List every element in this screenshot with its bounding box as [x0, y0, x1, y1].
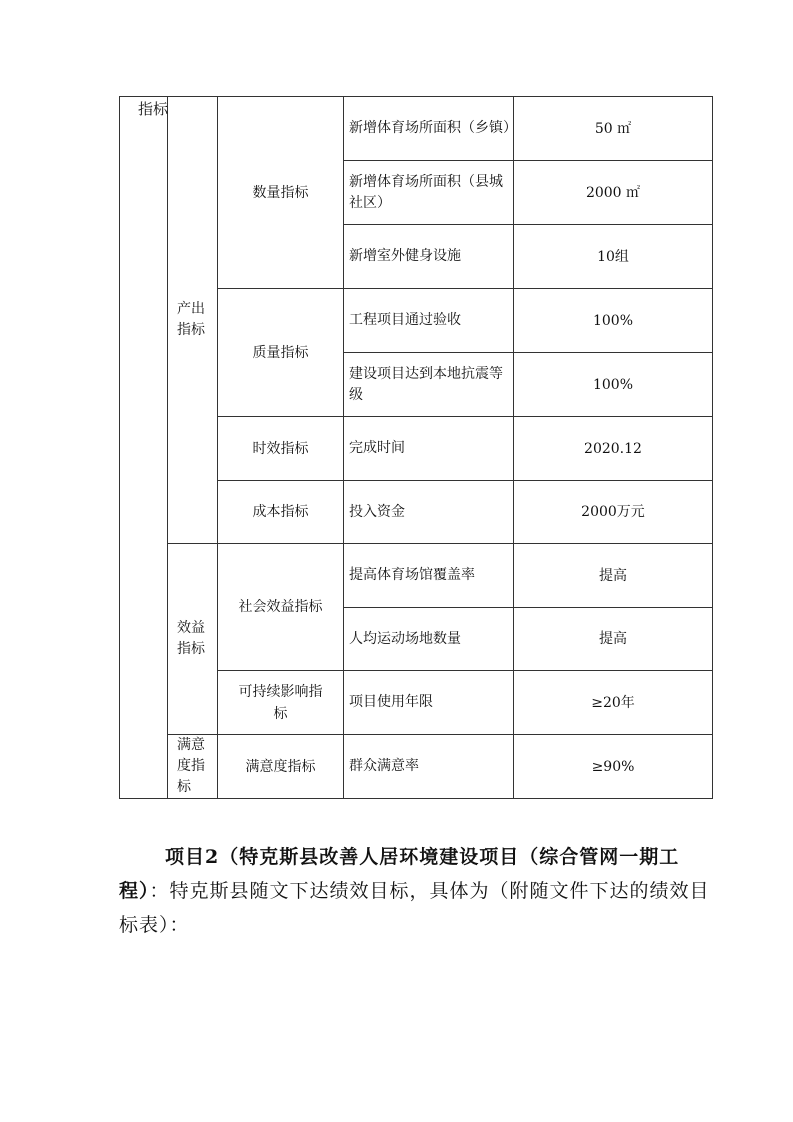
value-cell — [514, 289, 713, 353]
value-cell — [514, 161, 713, 225]
value-cell — [514, 97, 713, 161]
quality-label: 质量指标 — [252, 344, 309, 361]
value-cell — [514, 225, 713, 289]
benefit-cell — [168, 544, 218, 735]
indicator-text: 完成时间 — [349, 440, 405, 456]
value-cell — [514, 544, 713, 608]
indicator-cell — [344, 225, 514, 289]
benefit-label: 效益指标 — [177, 620, 205, 657]
project-title: 项目2（特克斯县改善人居环境建设项目（综合管网一期工程） — [119, 846, 680, 902]
level1-cell — [120, 97, 168, 799]
value-text: 2000万元 — [581, 504, 645, 520]
indicator-text: 项目使用年限 — [349, 694, 433, 710]
value-text: 提高 — [599, 631, 627, 647]
indicator-cell — [344, 353, 514, 417]
satisfaction-sub-label: 满意度指标 — [245, 758, 316, 775]
body-paragraph — [119, 840, 713, 942]
satisfaction-sub-cell — [218, 735, 344, 799]
indicator-cell — [344, 417, 514, 481]
indicator-text: 工程项目通过验收 — [349, 312, 461, 328]
timeliness-cell — [218, 417, 344, 481]
quantity-cell — [218, 97, 344, 289]
value-text: 2020.12 — [584, 440, 642, 457]
output-cell — [168, 97, 218, 544]
indicator-cell — [344, 608, 514, 671]
value-cell — [514, 735, 713, 799]
value-text: 2000 ㎡ — [585, 184, 641, 201]
indicator-text: 新增体育场所面积（乡镇） — [349, 120, 517, 136]
indicator-cell — [344, 671, 514, 735]
sustainable-label: 可持续影响指标 — [238, 683, 323, 722]
indicator-cell — [344, 735, 514, 799]
value-text: ≥20年 — [591, 694, 635, 711]
cost-cell — [218, 481, 344, 544]
value-cell — [514, 353, 713, 417]
indicator-cell — [344, 289, 514, 353]
indicator-text: 群众满意率 — [349, 758, 419, 774]
value-text: 50 ㎡ — [594, 120, 632, 137]
satisfaction-label: 满意度指标 — [177, 737, 205, 795]
indicator-text: 投入资金 — [349, 503, 405, 520]
indicator-cell — [344, 481, 514, 544]
output-label: 产出指标 — [177, 301, 205, 338]
performance-indicator-table — [119, 96, 713, 799]
satisfaction-cell — [168, 735, 218, 799]
indicator-text: 建设项目达到本地抗震等级 — [349, 365, 503, 403]
paragraph-text: ：特克斯县随文下达绩效目标，具体为（附随文件下达的绩效目标表）： — [119, 880, 710, 936]
value-cell — [514, 481, 713, 544]
value-text: ≥90% — [591, 758, 635, 775]
timeliness-label: 时效指标 — [252, 440, 309, 457]
value-text: 提高 — [599, 567, 627, 584]
indicator-cell — [344, 97, 517, 161]
indicator-cell — [344, 161, 514, 225]
value-text: 10组 — [597, 248, 629, 265]
value-cell — [514, 417, 713, 481]
indicator-text: 提高体育场馆覆盖率 — [349, 567, 475, 583]
sustainable-cell — [218, 671, 344, 735]
indicator-text: 新增体育场所面积（县城社区） — [349, 173, 503, 211]
quantity-label: 数量指标 — [252, 184, 309, 201]
indicator-text: 新增室外健身设施 — [349, 248, 461, 264]
social-cell — [218, 544, 344, 671]
level1-label: 指标 — [138, 100, 169, 118]
quality-cell — [218, 289, 344, 417]
value-text: 100% — [592, 376, 634, 393]
value-cell — [514, 671, 713, 735]
social-label: 社会效益指标 — [238, 599, 323, 615]
cost-label: 成本指标 — [252, 504, 309, 520]
indicator-cell — [344, 544, 514, 608]
value-cell — [514, 608, 713, 671]
indicator-text: 人均运动场地数量 — [349, 630, 461, 647]
value-text: 100% — [592, 312, 634, 329]
